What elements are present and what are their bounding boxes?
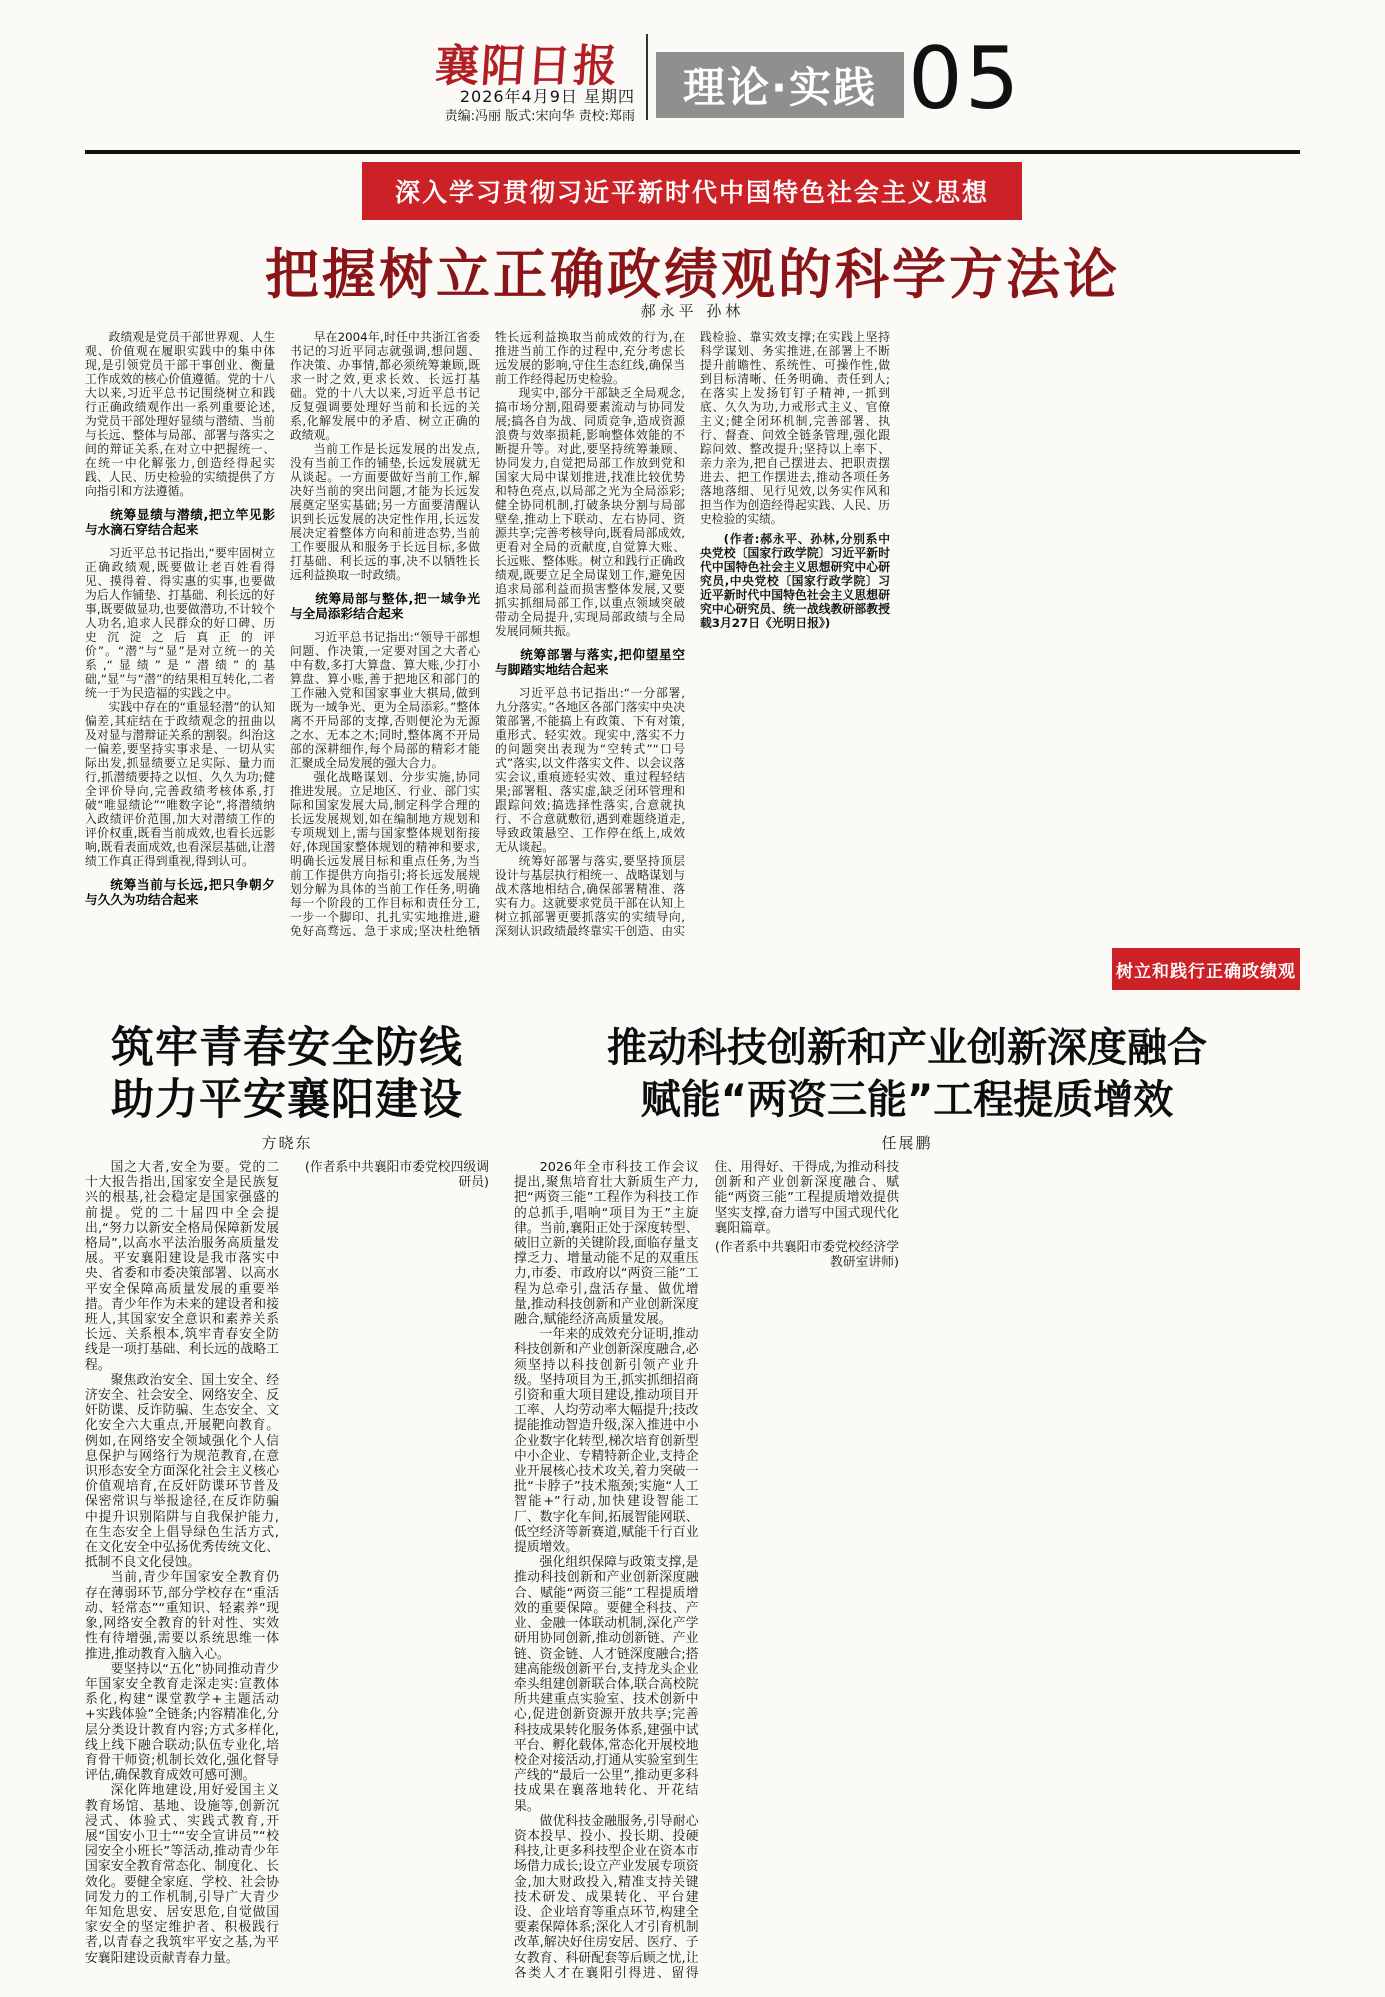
bottom-left-article-body (85, 1160, 489, 1986)
article-paragraph: 当前,青少年国家安全教育仍存在薄弱环节,部分学校存在“重活动、轻常态”“重知识、轻素养”现象,网络安全教育的针对性、实效性有待增强,需要以系统思维一体推进,推动教育入脑入心。 (85, 1570, 279, 1662)
header-rule (85, 150, 1300, 154)
bottom-left-byline: 方晓东 (261, 1134, 313, 1152)
main-article-headline: 把握树立正确政绩观的科学方法论 (265, 243, 1120, 306)
main-article-body (85, 330, 1300, 940)
bottom-right-article-body (514, 1160, 1300, 1986)
bottom-right-headline-line2: 赋能“两资三能”工程提质增效 (640, 1077, 1174, 1123)
header-divider (646, 34, 648, 120)
section-title: 理论·实践 (683, 63, 877, 112)
policy-highlight-box (1112, 948, 1300, 990)
section-subhead: 统筹显绩与潜绩,把立竿见影与水滴石穿结合起来 (85, 507, 275, 537)
bottom-left-headline-line2: 助力平安襄阳建设 (111, 1075, 463, 1125)
article-paragraph: 早在2004年,时任中共浙江省委书记的习近平同志就强调,想问题、作决策、办事情,都必须统筹兼顾,既求一时之效,更求长效、长远打基础。党的十八大以来,习近平总书记反复强调要处理好当前和长远的关系,化解发展中的矛盾、树立正确的政绩观。 (290, 330, 480, 442)
article-paragraph: 政绩观是党员干部世界观、人生观、价值观在履职实践中的集中体现,是引领党员干部干事创业、衡量工作成效的核心价值遵循。党的十八大以来,习近平总书记围绕树立和践行正确政绩观作出一系列重要论述,为党员干部处理好显绩与潜绩、当前与长远、整体与局部、部署与落实之间的辩证关系,在对立中把握统一、在统一中化解张力,创造经得起实践、人民、历史检验的实绩提供了方向指引和方法遵循。 (85, 330, 275, 498)
section-subhead: 统筹部署与落实,把仰望星空与脚踏实地结合起来 (495, 647, 685, 677)
article-paragraph: 统筹好部署与落实,要坚持顶层设计与基层执行相统一、战略谋划与战术落地相结合,确保部署精准、落实有力。这就要求党员干部在认知上树立抓部署更要抓落实的实绩导向,深刻认识政绩最终靠实干创造、由实践检验、靠实效支撑;在实践上坚持科学谋划、务实推进,在部署上不断提升前瞻性、系统性、可操作性,做到目标清晰、任务明确、责任到人;在落实上发扬钉钉子精神,一抓到底、久久为功,力戒形式主义、官僚主义;健全闭环机制,完善部署、执行、督查、问效全链条管理,强化跟踪问效、整改提升;坚持以上率下、亲力亲为,把自己摆进去、把职责摆进去、把工作摆进去,推动各项任务落地落细、见行见效,以务实作风和担当作为创造经得起实践、人民、历史检验的实绩。 (495, 330, 890, 938)
bottom-right-byline: 任展鹏 (881, 1134, 933, 1152)
section-subhead: 统筹局部与整体,把一域争光与全局添彩结合起来 (290, 591, 480, 621)
article-paragraph: 聚焦政治安全、国土安全、经济安全、社会安全、网络安全、反奸防谍、反诈防骗、生态安全、文化安全六大重点,开展靶向教育。例如,在网络安全领域强化个人信息保护与网络行为规范教育,在意识形态安全方面深化社会主义核心价值观培育,在反奸防谍环节普及保密常识与举报途径,在反诈防骗中提升识别陷阱与自我保护能力,在生态安全上倡导绿色生活方式,在文化安全中弘扬优秀传统文化、抵制不良文化侵蚀。 (85, 1372, 279, 1571)
article-paragraph: 做优科技金融服务,引导耐心资本投早、投小、投长期、投硬科技,让更多科技型企业在资本市场借力成长;设立产业发展专项资金,加大财政投入,精准支持关键技术研发、成果转化、平台建设、企业培育等重点环节,构建全要素保障体系;深化人才引育机制改革,解决好住房安居、医疗、子女教育、科研配套等后顾之忧,让各类人才在襄阳引得进、留得住、用得好、干得成,为推动科技创新和产业创新深度融合、赋能“两资三能”工程提质增效提供坚实支撑,奋力谱写中国式现代化襄阳篇章。 (514, 1160, 899, 1981)
article-paragraph: 习近平总书记指出:“领导干部想问题、作决策,一定要对国之大者心中有数,多打大算盘、算大账,少打小算盘、算小账,善于把地区和部门的工作融入党和国家事业大棋局,做到既为一域争光、更为全局添彩。”整体离不开局部的支撑,否则便沦为无源之水、无本之木;同时,整体离不开局部的深耕细作,每个局部的精彩才能汇聚成全局发展的强大合力。 (290, 630, 480, 770)
article-paragraph: 实践中存在的“重显轻潜”的认知偏差,其症结在于政绩观念的扭曲以及对显与潜辩证关系的割裂。纠治这一偏差,要坚持实事求是、一切从实际出发,抓显绩要立足实际、量力而行,抓潜绩要持之以恒、久久为功;健全评价导向,完善政绩考核体系,打破“唯显绩论”“唯数字论”,将潜绩纳入政绩评价范围,加大对潜绩工作的评价权重,既看当前成效,也看长远影响,既看表面成效,也看深层基础,让潜绩工作真正得到重视,得到认可。 (85, 700, 275, 868)
article-paragraph: 要坚持以“五化”协同推动青少年国家安全教育走深走实:宣教体系化,构建“课堂教学+主题活动+实践体验”全链条;内容精准化,分层分类设计教育内容;方式多样化,线上线下融合联动;队伍专业化,培育骨干师资;机制长效化,强化督导评估,确保教育成效可感可测。 (85, 1661, 279, 1784)
article-paragraph: 2026年全市科技工作会议提出,聚焦培育壮大新质生产力,把“两资三能”工程作为科技工作的总抓手,唱响“项目为王”主旋律。当前,襄阳正处于深度转型、破旧立新的关键阶段,面临存量支撑乏力、增量动能不足的双重压力,市委、市政府以“两资三能”工程为总牵引,盘活存量、做优增量,推动科技创新和产业创新深度融合,赋能经济高质量发展。 (514, 1160, 699, 1328)
article-paragraph: 习近平总书记指出,“要牢固树立正确政绩观,既要做让老百姓看得见、摸得着、得实惠的实事,也要做为后人作铺垫、打基础、利长远的好事,既要做显功,也要做潜功,不计较个人功名,追求人民群众的好口碑、历史沉淀之后真正的评价”。“潜”与“显”是对立统一的关系,“显绩”是“潜绩”的基础,“显”与“潜”的结果相互转化,二者统一于为民造福的实践之中。 (85, 546, 275, 700)
theme-banner-text: 深入学习贯彻习近平新时代中国特色社会主义思想 (394, 178, 989, 207)
editor-credits: 责编:冯丽 版式:宋向华 责校:郑雨 (444, 109, 635, 124)
publication-date: 2026年4月9日 星期四 (459, 87, 635, 106)
article-paragraph: 当前工作是长远发展的出发点,没有当前工作的铺垫,长远发展就无从谈起。一方面要做好当前工作,解决好当前的突出问题,才能为长远发展奠定坚实基础;另一方面要清醒认识到长远发展的决定性作用,长远发展决定着整体方向和前进态势,当前工作要服从和服务于长远目标,多做打基础、利长远的事,决不以牺牲长远利益换取一时政绩。 (290, 442, 480, 582)
policy-highlight-text: 树立和践行正确政绩观 (1116, 961, 1296, 982)
bottom-left-headline (85, 1022, 489, 1126)
bottom-left-headline-line1: 筑牢青春安全防线 (111, 1023, 463, 1073)
bottom-right-headline (514, 1022, 1300, 1126)
author-note: (作者系中共襄阳市委党校经济学教研室讲师) (714, 1240, 899, 1271)
theme-banner (362, 162, 1022, 220)
main-article-authors: 郝永平 孙林 (640, 302, 745, 320)
section-label-box (656, 52, 904, 118)
page-number: 05 (908, 29, 1022, 129)
article-paragraph: 一年来的成效充分证明,推动科技创新和产业创新深度融合,必须坚持以科技创新引领产业升级。坚持项目为王,抓实抓细招商引资和重大项目建设,推动项目开工率、人均劳动率大幅提升;技改提能推动智造升级,深入推进中小企业数字化转型,梯次培育创新型中小企业、专精特新企业,支持企业开展核心技术攻关,着力突破一批“卡脖子”技术瓶颈;实施“人工智能+”行动,加快建设智能工厂、数字化车间,拓展智能网联、低空经济等新赛道,赋能千行百业提质增效。 (514, 1327, 699, 1556)
article-paragraph: 习近平总书记指出:“一分部署,九分落实。”各地区各部门落实中央决策部署,不能搞上有政策、下有对策,重形式、轻实效。现实中,落实不力的问题突出表现为“空转式”“口号式”落实,以文件落实文件、以会议落实会议,重痕迹轻实效、重过程轻结果;部署粗、落实虚,缺乏闭环管理和跟踪问效;搞选择性落实,合意就执行、不合意就敷衍,遇到难题绕道走,导致政策悬空、工作停在纸上,成效无从谈起。 (495, 686, 685, 854)
article-paragraph: 国之大者,安全为要。党的二十大报告指出,国家安全是民族复兴的根基,社会稳定是国家强盛的前提。党的二十届四中全会提出,“努力以新安全格局保障新发展格局”,以高水平法治服务高质量发展。平安襄阳建设是我市落实中央、省委和市委决策部署、以高水平安全保障高质量发展的重要举措。青少年作为未来的建设者和接班人,其国家安全意识和素养关系长远、关系根本,筑牢青春安全防线是一项打基础、利长远的战略工程。 (85, 1160, 279, 1373)
section-subhead: 统筹当前与长远,把只争朝夕与久久为功结合起来 (85, 877, 275, 907)
author-note: (作者:郝永平、孙林,分别系中央党校〔国家行政学院〕习近平新时代中国特色社会主义思想研究中心研究员,中央党校〔国家行政学院〕习近平新时代中国特色社会主义思想研究中心研究员、统一战线教研部教授 载3月27日《光明日报》) (700, 532, 890, 630)
author-note: (作者系中共襄阳市委党校四级调研员) (304, 1160, 489, 1191)
article-paragraph: 深化阵地建设,用好爱国主义教育场馆、基地、设施等,创新沉浸式、体验式、实践式教育,开展“国安小卫士”“安全宣讲员”“校园安全小班长”等活动,推动青少年国家安全教育常态化、制度化、长效化。要健全家庭、学校、社会协同发力的工作机制,引导广大青少年知危思安、居安思危,自觉做国家安全的坚定维护者、积极践行者,以青春之我筑牢平安之基,为平安襄阳建设贡献青春力量。 (85, 1783, 279, 1966)
newspaper-logo: 襄阳日报 (433, 41, 621, 92)
article-paragraph: 强化战略谋划、分步实施,协同推进发展。立足地区、行业、部门实际和国家发展大局,制定科学合理的长远发展规划,如在编制地方规划和专项规划上,需与国家整体规划衔接好,体现国家整体规划的精神和要求,明确长远发展目标和重点任务,为当前工作提供方向指引;将长远发展规划分解为具体的当前工作任务,明确每一个阶段的工作目标和责任分工,一步一个脚印、扎扎实实地推进,避免好高骛远、急于求成;坚决杜绝牺牲长远利益换取当前成效的行为,在推进当前工作的过程中,充分考虑长远发展的影响,守住生态红线,确保当前工作经得起历史检验。 (290, 330, 685, 938)
article-paragraph: 现实中,部分干部缺乏全局观念,搞市场分割,阻碍要素流动与协同发展;搞各自为战、同质竞争,造成资源浪费与效率损耗,影响整体效能的不断提升等。对此,要坚持统筹兼顾、协同发力,自觉把局部工作放到党和国家大局中谋划推进,找准比较优势和特色亮点,以局部之光为全局添彩;健全协同机制,打破条块分割与局部壁垒,推动上下联动、左右协同、资源共享;完善考核导向,既看局部成效,更看对全局的贡献度,自觉算大账、长远账、整体账。树立和践行正确政绩观,既要立足全局谋划工作,避免因追求局部利益而损害整体发展,又要抓实抓细局部工作,以重点领域突破带动全局提升,实现局部政绩与全局发展同频共振。 (495, 386, 685, 638)
bottom-right-headline-line1: 推动科技创新和产业创新深度融合 (607, 1025, 1207, 1071)
article-paragraph: 强化组织保障与政策支撑,是推动科技创新和产业创新深度融合、赋能“两资三能”工程提质增效的重要保障。要健全科技、产业、金融一体联动机制,深化产学研用协同创新,推动创新链、产业链、资金链、人才链深度融合;搭建高能级创新平台,支持龙头企业牵头组建创新联合体,联合高校院所共建重点实验室、技术创新中心,促进创新资源开放共享;完善科技成果转化服务体系,建强中试平台、孵化载体,常态化开展校地校企对接活动,打通从实验室到生产线的“最后一公里”,推动更多科技成果在襄落地转化、开花结果。 (514, 1555, 699, 1814)
